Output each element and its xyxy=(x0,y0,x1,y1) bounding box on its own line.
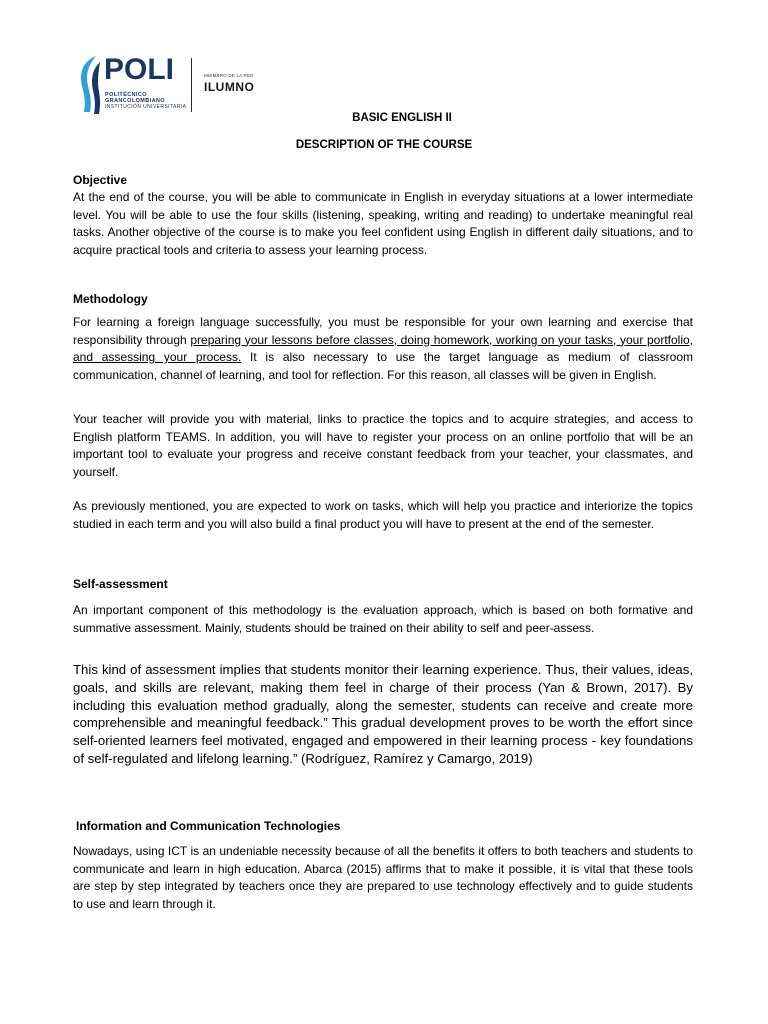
logo-divider xyxy=(191,58,192,112)
self-assessment-paragraph-1: An important component of this methodology is the evaluation approach, which is based on both formative and summative assessment. Mainly, students should be trained on their ability to self and peer-assess. xyxy=(73,603,693,635)
ict-heading: Information and Communication Technologies xyxy=(76,819,341,833)
poli-line-1: POLITÉCNICO xyxy=(105,92,147,98)
self-assessment-heading: Self-assessment xyxy=(73,577,168,591)
poli-line-2: GRANCOLOMBIANO xyxy=(105,98,165,104)
methodology-paragraph-2: Your teacher will provide you with material, links to practice the topics and to acquire strategies, and access to English platform TEAMS. In addition, you will have to register your process on an online portfolio that will be an important tool to evaluate your progress and receive constant feedback from your teacher, your classmates, and yourself. xyxy=(73,412,693,479)
self-assessment-paragraph-2: This kind of assessment implies that students monitor their learning experience. Thus, their values, ideas, goals, and skills are relevant, making them feel in charge of their process (Yan & Brown, 2017). By including this evaluation method gradually, along the semester, students can receive and create more comprehensible and meaningful feedback.” This gradual development proves to be worth the effort since self-oriented learners feel motivated, engaged and empowered in their learning process - key foundations of self-regulated and lifelong learning.” (Rodríguez, Ramírez y Camargo, 2019) xyxy=(73,662,693,766)
network-caption: MIEMBRO DE LA RED xyxy=(204,73,254,78)
poli-swoosh-icon xyxy=(78,54,104,116)
poli-ilumno-logo xyxy=(78,54,268,120)
network-name: ILUMNO xyxy=(204,80,255,94)
poli-line-3: INSTITUCIÓN UNIVERSITARIA xyxy=(105,104,187,110)
methodology-paragraph-1 xyxy=(73,314,693,384)
methodology-paragraph-3: As previously mentioned, you are expected to work on tasks, which will help you practice and interiorize the topics studied in each term and you will also build a final product you will have to present at the end of the semester. xyxy=(73,499,693,531)
objective-heading: Objective xyxy=(73,173,128,187)
objective-text: At the end of the course, you will be able to communicate in English in everyday situations at a lower intermediate level. You will be able to use the four skills (listening, speaking, writing and reading) to undertake meaningful real tasks. Another objective of the course is to make you feel confident using English in different daily situations, and to acquire practical tools and criteria to assess your learning process. xyxy=(73,190,693,257)
course-subtitle: DESCRIPTION OF THE COURSE xyxy=(295,139,473,151)
methodology-p1-end: It is also necessary to use the target language as medium of classroom communication, channel of learning, and tool for reflection. For this reason, all classes will be given in English. xyxy=(73,350,693,382)
ict-paragraph: Nowadays, using ICT is an undeniable necessity because of all the benefits it offers to both teachers and students to communicate and learn in high education. Abarca (2015) affirms that to make it possible, it is vital that these tools are step by step integrated by teachers once they are prepared to use technology effectively and to guide students to use and learn through it. xyxy=(73,844,693,911)
methodology-heading: Methodology xyxy=(73,292,148,306)
course-title: BASIC ENGLISH II xyxy=(352,112,452,124)
poli-brand: POLI xyxy=(104,53,175,86)
methodology-p1-start: For learning a foreign language successfully, you must be responsible for your own learning and exercise that responsibility through xyxy=(73,315,693,347)
methodology-p1-underlined: preparing your lessons before classes, doing homework, working on your tasks, your portfolio, and assessing your process. xyxy=(73,332,693,364)
